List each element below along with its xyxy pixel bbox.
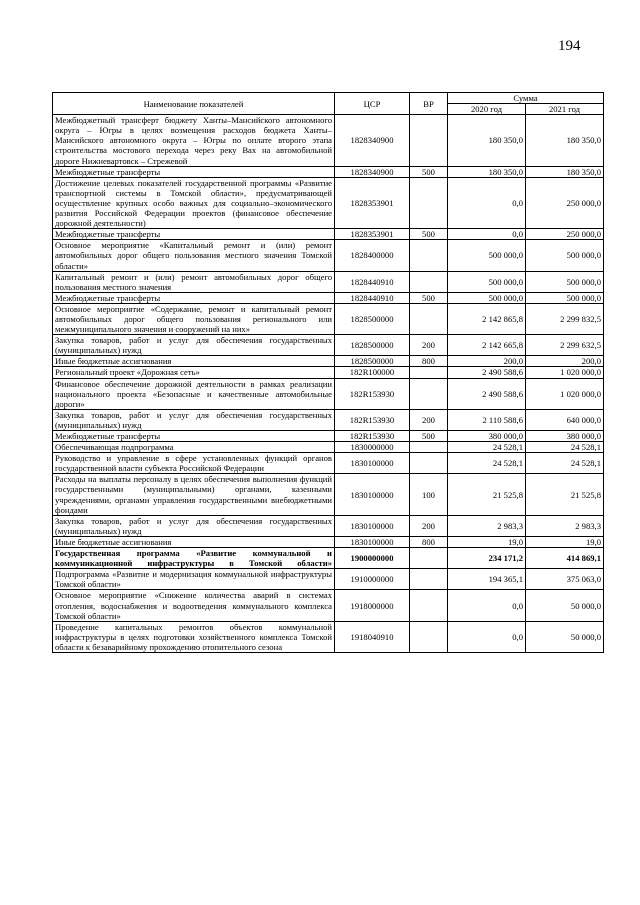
- cell-code: 1830100000: [335, 515, 410, 536]
- cell-amount-2021: 250 000,0: [526, 229, 604, 240]
- table-row: [53, 378, 604, 409]
- cell-amount-2020: 19,0: [448, 536, 526, 547]
- cell-name: Межбюджетный трансферт бюджету Ханты–Мансийского автономного округа – Югры в целях возмещения расходов бюджета Ханты–Мансийского автономного округа – Югры по оплате второго этапа строительства мостового перехода через реку Вах на автомобильной дороге Нижневартовск – Стрежевой: [53, 115, 335, 166]
- cell-code: 182R100000: [335, 367, 410, 378]
- cell-name: Иные бюджетные ассигнования: [53, 356, 335, 367]
- cell-amount-2021: 24 528,1: [526, 453, 604, 474]
- cell-vr: [410, 590, 448, 621]
- table-row: [53, 536, 604, 547]
- cell-amount-2020: 500 000,0: [448, 240, 526, 271]
- cell-code: 1830000000: [335, 442, 410, 453]
- cell-vr: [410, 367, 448, 378]
- cell-amount-2020: 24 528,1: [448, 442, 526, 453]
- cell-code: 1828440910: [335, 292, 410, 303]
- cell-amount-2021: 640 000,0: [526, 409, 604, 430]
- table-row: [53, 292, 604, 303]
- cell-code: 1828340900: [335, 166, 410, 177]
- table-header-row: [53, 93, 604, 104]
- table-row: [53, 356, 604, 367]
- cell-amount-2020: 180 350,0: [448, 166, 526, 177]
- cell-code: 1828353901: [335, 177, 410, 228]
- cell-amount-2020: 500 000,0: [448, 292, 526, 303]
- cell-amount-2021: 24 528,1: [526, 442, 604, 453]
- cell-amount-2020: 2 110 588,6: [448, 409, 526, 430]
- cell-name: Обеспечивающая подпрограмма: [53, 442, 335, 453]
- table-row: [53, 271, 604, 292]
- cell-amount-2020: 0,0: [448, 229, 526, 240]
- cell-name: Капитальный ремонт и (или) ремонт автомобильных дорог общего пользования местного значения: [53, 271, 335, 292]
- cell-amount-2020: 380 000,0: [448, 431, 526, 442]
- cell-amount-2021: 2 299 632,5: [526, 335, 604, 356]
- cell-code: 1828400000: [335, 240, 410, 271]
- cell-code: 1830100000: [335, 536, 410, 547]
- cell-amount-2021: 2 299 832,5: [526, 303, 604, 334]
- table-row: [53, 166, 604, 177]
- cell-amount-2021: 500 000,0: [526, 240, 604, 271]
- cell-amount-2020: 2 490 588,6: [448, 378, 526, 409]
- column-header-vr: ВР: [410, 93, 448, 115]
- cell-name: Закупка товаров, работ и услуг для обеспечения государственных (муниципальных) нужд: [53, 335, 335, 356]
- cell-amount-2020: 2 142 665,8: [448, 335, 526, 356]
- cell-code: 182R153930: [335, 378, 410, 409]
- table-row: [53, 177, 604, 228]
- cell-vr: 100: [410, 474, 448, 515]
- cell-vr: [410, 442, 448, 453]
- cell-amount-2021: 500 000,0: [526, 271, 604, 292]
- table-row: [53, 431, 604, 442]
- table-row: [53, 453, 604, 474]
- cell-amount-2020: 2 142 865,8: [448, 303, 526, 334]
- cell-amount-2021: 250 000,0: [526, 177, 604, 228]
- table-row: [53, 240, 604, 271]
- cell-code: 1830100000: [335, 453, 410, 474]
- cell-code: 1828500000: [335, 335, 410, 356]
- cell-amount-2021: 21 525,8: [526, 474, 604, 515]
- cell-vr: 800: [410, 356, 448, 367]
- cell-amount-2020: 234 171,2: [448, 548, 526, 569]
- cell-amount-2021: 1 020 000,0: [526, 378, 604, 409]
- cell-name: Основное мероприятие «Содержание, ремонт и капитальный ремонт автомобильных дорог общего пользования регионального или межмуниципального значения и сооружений на них»: [53, 303, 335, 334]
- cell-code: 1828500000: [335, 356, 410, 367]
- cell-code: 182R153930: [335, 431, 410, 442]
- cell-amount-2021: 180 350,0: [526, 115, 604, 166]
- table-row: [53, 590, 604, 621]
- cell-amount-2021: 500 000,0: [526, 292, 604, 303]
- cell-amount-2021: 414 869,1: [526, 548, 604, 569]
- cell-amount-2020: 24 528,1: [448, 453, 526, 474]
- column-header-code: ЦСР: [335, 93, 410, 115]
- cell-vr: [410, 271, 448, 292]
- cell-code: 1900000000: [335, 548, 410, 569]
- column-header-sum: Сумма: [448, 93, 604, 104]
- cell-name: Достижение целевых показателей государственной программы «Развитие транспортной системы в Томской области», предусматривающей осуществление крупных особо важных для социально–экономического развития Российской Федерации проектов (финансовое обеспечение дорожной деятельности): [53, 177, 335, 228]
- cell-vr: [410, 569, 448, 590]
- cell-vr: 800: [410, 536, 448, 547]
- cell-code: 1918040910: [335, 621, 410, 652]
- table-row: [53, 367, 604, 378]
- cell-vr: [410, 115, 448, 166]
- table-row: [53, 442, 604, 453]
- table-row: [53, 474, 604, 515]
- column-header-name: Наименование показателей: [53, 93, 335, 115]
- cell-vr: 200: [410, 515, 448, 536]
- cell-amount-2020: 194 365,1: [448, 569, 526, 590]
- page-number: 194: [558, 38, 581, 54]
- cell-name: Закупка товаров, работ и услуг для обеспечения государственных (муниципальных) нужд: [53, 515, 335, 536]
- table-row: [53, 548, 604, 569]
- column-header-2020: 2020 год: [448, 104, 526, 115]
- cell-vr: 200: [410, 335, 448, 356]
- table-row: [53, 409, 604, 430]
- cell-amount-2020: 0,0: [448, 621, 526, 652]
- cell-vr: [410, 453, 448, 474]
- cell-name: Основное мероприятие «Снижение количества аварий в системах отопления, водоснабжения и водоотведения коммунального комплекса Томской области»: [53, 590, 335, 621]
- cell-amount-2021: 19,0: [526, 536, 604, 547]
- cell-code: 1910000000: [335, 569, 410, 590]
- cell-code: 1828353901: [335, 229, 410, 240]
- cell-name: Руководство и управление в сфере установленных функций органов государственной власти субъекта Российской Федерации: [53, 453, 335, 474]
- table-row: [53, 115, 604, 166]
- cell-amount-2020: 2 490 588,6: [448, 367, 526, 378]
- cell-name: Государственная программа «Развитие коммунальной и коммуникационной инфраструктуры в Томской области»: [53, 548, 335, 569]
- cell-code: 1830100000: [335, 474, 410, 515]
- cell-amount-2021: 200,0: [526, 356, 604, 367]
- cell-name: Проведение капитальных ремонтов объектов коммунальной инфраструктуры в целях подготовки хозяйственного комплекса Томской области к безаварийному прохождению отопительного сезона: [53, 621, 335, 652]
- table-row: [53, 303, 604, 334]
- cell-name: Расходы на выплаты персоналу в целях обеспечения выполнения функций государственными (муниципальными) органами, казенными учреждениями, органами управления государственными внебюджетными фондами: [53, 474, 335, 515]
- cell-amount-2021: 380 000,0: [526, 431, 604, 442]
- cell-amount-2020: 200,0: [448, 356, 526, 367]
- cell-code: 1918000000: [335, 590, 410, 621]
- cell-vr: [410, 548, 448, 569]
- cell-vr: 500: [410, 292, 448, 303]
- cell-amount-2020: 180 350,0: [448, 115, 526, 166]
- table-row: [53, 621, 604, 652]
- cell-name: Региональный проект «Дорожная сеть»: [53, 367, 335, 378]
- cell-amount-2020: 2 983,3: [448, 515, 526, 536]
- cell-amount-2020: 0,0: [448, 177, 526, 228]
- cell-amount-2020: 0,0: [448, 590, 526, 621]
- cell-name: Финансовое обеспечение дорожной деятельности в рамках реализации национального проекта «Безопасные и качественные автомобильные дороги»: [53, 378, 335, 409]
- table-row: [53, 569, 604, 590]
- cell-name: Межбюджетные трансферты: [53, 166, 335, 177]
- cell-name: Межбюджетные трансферты: [53, 431, 335, 442]
- cell-vr: [410, 240, 448, 271]
- cell-vr: [410, 303, 448, 334]
- cell-vr: 500: [410, 229, 448, 240]
- cell-vr: [410, 378, 448, 409]
- cell-code: 1828500000: [335, 303, 410, 334]
- cell-name: Закупка товаров, работ и услуг для обеспечения государственных (муниципальных) нужд: [53, 409, 335, 430]
- cell-amount-2021: 1 020 000,0: [526, 367, 604, 378]
- table-row: [53, 335, 604, 356]
- cell-amount-2020: 21 525,8: [448, 474, 526, 515]
- cell-name: Межбюджетные трансферты: [53, 229, 335, 240]
- cell-amount-2021: 50 000,0: [526, 621, 604, 652]
- cell-vr: [410, 177, 448, 228]
- cell-name: Подпрограмма «Развитие и модернизация коммунальной инфраструктуры Томской области»: [53, 569, 335, 590]
- cell-name: Межбюджетные трансферты: [53, 292, 335, 303]
- column-header-2021: 2021 год: [526, 104, 604, 115]
- cell-vr: 200: [410, 409, 448, 430]
- budget-table: [52, 92, 604, 653]
- cell-code: 1828440910: [335, 271, 410, 292]
- cell-name: Основное мероприятие «Капитальный ремонт и (или) ремонт автомобильных дорог общего пользования местного значения Томской области»: [53, 240, 335, 271]
- cell-vr: [410, 621, 448, 652]
- cell-vr: 500: [410, 166, 448, 177]
- table-row: [53, 229, 604, 240]
- cell-amount-2021: 2 983,3: [526, 515, 604, 536]
- table-row: [53, 515, 604, 536]
- cell-vr: 500: [410, 431, 448, 442]
- cell-amount-2021: 375 063,0: [526, 569, 604, 590]
- cell-code: 1828340900: [335, 115, 410, 166]
- cell-amount-2021: 50 000,0: [526, 590, 604, 621]
- cell-name: Иные бюджетные ассигнования: [53, 536, 335, 547]
- cell-code: 182R153930: [335, 409, 410, 430]
- cell-amount-2020: 500 000,0: [448, 271, 526, 292]
- table-body: [53, 115, 604, 653]
- cell-amount-2021: 180 350,0: [526, 166, 604, 177]
